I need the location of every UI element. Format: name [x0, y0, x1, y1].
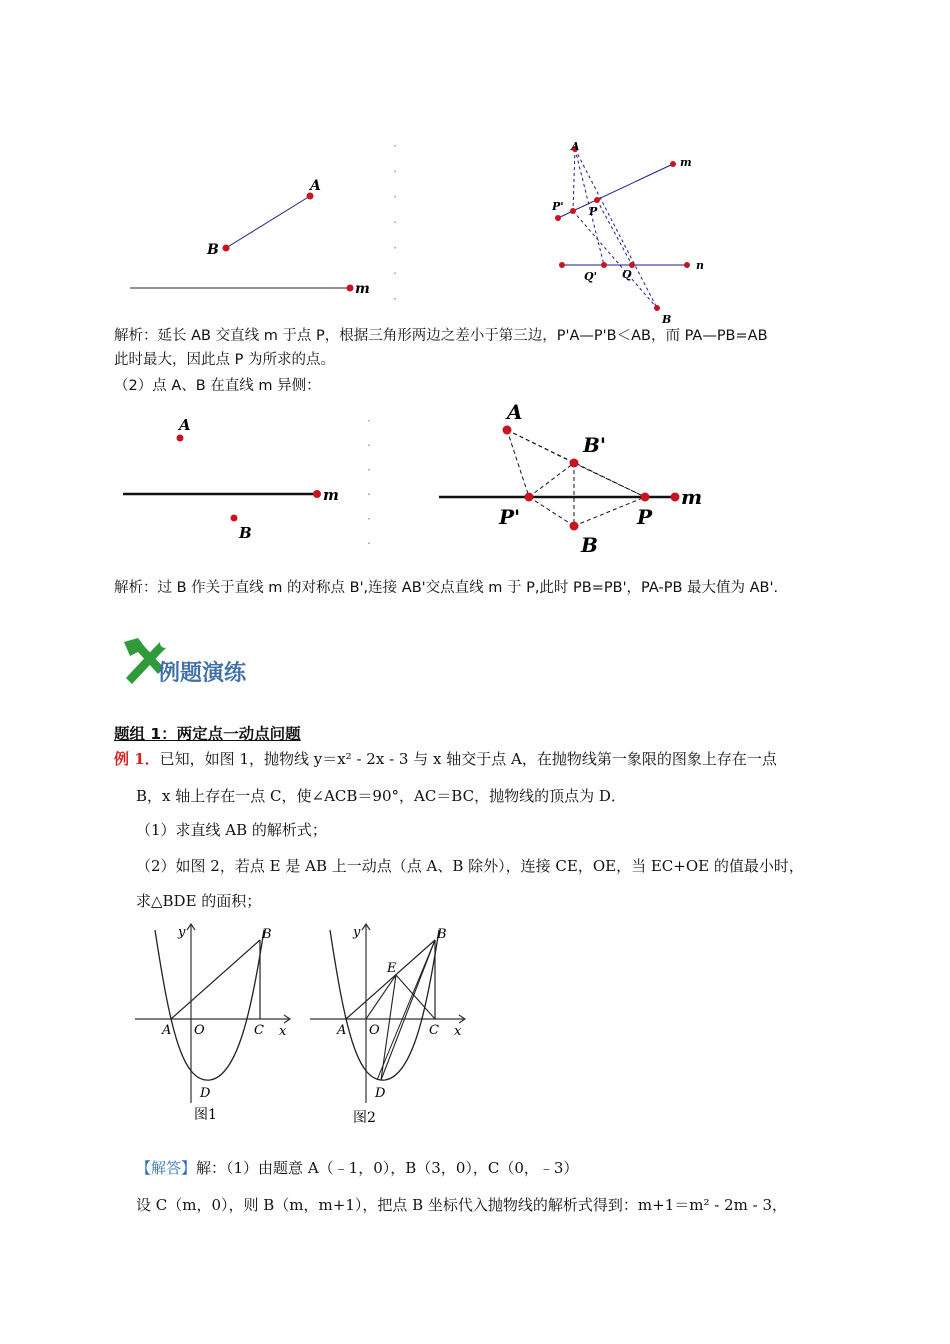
- graph-figure-1: [130, 918, 300, 1128]
- separator-dots-mid: [364, 420, 374, 555]
- caption-fig2: 图2: [353, 1110, 376, 1126]
- graph-figure-2: [305, 918, 480, 1133]
- section-title: 例题演练: [158, 661, 247, 686]
- label-o: O: [369, 1023, 380, 1038]
- label-x: x: [454, 1024, 462, 1039]
- example-label: 例 1．: [114, 750, 160, 768]
- question-2-line-2: 求△BDE 的面积；: [136, 892, 262, 910]
- separator-dots-top: [390, 145, 400, 305]
- point-a: [503, 426, 512, 435]
- example-1-line-2: B，x 轴上存在一点 C，使∠ACB＝90°，AC＝BC，抛物线的顶点为 D．: [136, 787, 626, 805]
- analysis-1-line-1: 解析：延长 AB 交直线 m 于点 P，根据三角形两边之差小于第三边，P'A—P'B＜AB，而 PA—PB=AB: [114, 328, 768, 344]
- case-2-title: （2）点 A、B 在直线 m 异侧：: [114, 378, 321, 394]
- label-a: A: [571, 140, 580, 153]
- label-e: E: [387, 961, 397, 976]
- figure-same-side-right: [540, 138, 720, 328]
- label-y: y: [353, 925, 361, 940]
- label-p1: P': [499, 505, 521, 529]
- label-d: D: [375, 1086, 386, 1101]
- label-a: A: [337, 1023, 347, 1038]
- label-m: m: [355, 281, 370, 297]
- label-a: A: [179, 416, 191, 434]
- question-2-line-1: （2）如图 2，若点 E 是 AB 上一动点（点 A、B 除外），连接 CE，OE，当 EC+OE 的值最小时，: [136, 857, 804, 875]
- label-b: B: [207, 242, 219, 258]
- point-a: [177, 435, 184, 442]
- solution-line-1: [136, 1158, 578, 1178]
- label-c: C: [429, 1023, 439, 1038]
- label-q1: Q': [584, 270, 597, 283]
- point-b1: [570, 459, 579, 468]
- label-a: A: [310, 178, 321, 194]
- question-1: （1）求直线 AB 的解析式；: [136, 821, 327, 839]
- label-m: m: [323, 486, 339, 504]
- label-b: B: [581, 533, 598, 557]
- label-b: B: [239, 524, 252, 542]
- point-b: [570, 522, 579, 531]
- label-m: m: [680, 156, 692, 169]
- label-p1: P': [552, 200, 564, 213]
- solution-line-2: 设 C（m，0），则 B（m，m+1），把点 B 坐标代入抛物线的解析式得到：m+1＝m² - 2m - 3，: [136, 1196, 788, 1214]
- point-m: [347, 285, 354, 292]
- label-m: m: [681, 485, 703, 509]
- label-x: x: [279, 1024, 287, 1039]
- label-a: A: [507, 400, 523, 424]
- figure-opposite-side-right: [435, 400, 715, 560]
- point-q1: [601, 262, 607, 268]
- figure-opposite-side-left: [115, 410, 355, 550]
- point-p1: [570, 208, 576, 214]
- label-a: A: [162, 1023, 172, 1038]
- figure-same-side-left: [110, 160, 390, 310]
- point-p1: [525, 493, 534, 502]
- label-o: O: [194, 1023, 205, 1038]
- label-p: P: [589, 205, 598, 218]
- example-1-line-1: [114, 749, 777, 769]
- label-b1: B': [583, 433, 607, 457]
- label-q: Q: [622, 268, 632, 281]
- segment-ab: [226, 196, 310, 248]
- group-title: 题组 1：两定点一动点问题: [114, 725, 301, 743]
- label-b: B: [437, 927, 447, 942]
- label-n: n: [696, 259, 704, 272]
- label-b: B: [662, 313, 672, 326]
- label-d: D: [200, 1086, 211, 1101]
- point-b: [654, 305, 660, 311]
- caption-fig1: 图1: [194, 1107, 217, 1123]
- point-p: [641, 493, 650, 502]
- label-y: y: [178, 925, 186, 940]
- solution-text-1: 解：（1）由题意 A（﹣1，0），B（3，0），C（0，﹣3）: [196, 1159, 579, 1177]
- example-1-text: 已知，如图 1，抛物线 y＝x² - 2x - 3 与 x 轴交于点 A，在抛物线第一象限的图象上存在一点: [159, 750, 777, 768]
- analysis-1-line-2: 此时最大，因此点 P 为所求的点。: [114, 352, 335, 368]
- point-p: [594, 197, 600, 203]
- point-b: [223, 245, 230, 252]
- label-c: C: [254, 1023, 264, 1038]
- analysis-2: 解析：过 B 作关于直线 m 的对称点 B',连接 AB'交点直线 m 于 P,此时 PB=PB'，PA-PB 最大值为 AB'.: [114, 580, 779, 596]
- label-b: B: [262, 927, 272, 942]
- point-b: [231, 515, 238, 522]
- label-p: P: [637, 505, 653, 529]
- solution-tag: 【解答】: [136, 1159, 197, 1177]
